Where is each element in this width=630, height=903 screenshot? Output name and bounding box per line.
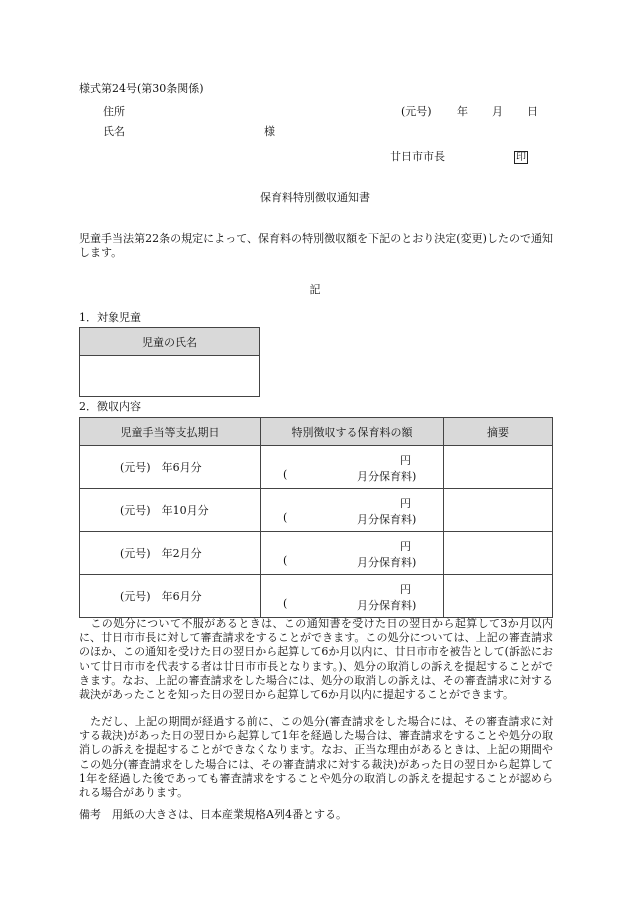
remark-note: 備考 用紙の大きさは、日本産業規格A列4番とする。 (79, 808, 347, 821)
appeal-notice-proviso: ただし、上記の期間が経過する前に、この処分(審査請求をした場合には、その審査請求に対する裁決)があった日の翌日から起算して1年を経過した場合は、審査請求をすることや処分の取消しの訴えを提起することができなくなります。なお、正当な理由があるときは、上記の期間やこの処分(審査請求をした場合には、その審査請求に対する裁決)があった日の翌日から起算して1年を経過した後であっても審査請求をすることや処分の取消しの訴えを提起することが認められる場合があります。 (79, 715, 553, 800)
col-remarks: 摘要 (444, 418, 553, 446)
table-row (80, 489, 553, 532)
issuer: 廿日市市長 (390, 150, 445, 163)
child-table (79, 327, 260, 397)
amount-cell (261, 532, 444, 575)
yen-label: 円 (400, 583, 411, 596)
amount-cell (261, 575, 444, 618)
section2-heading: 2．徴収内容 (79, 400, 141, 413)
period-era: (元号) (120, 461, 151, 474)
month-fee-label: 月分保育料) (357, 470, 417, 483)
amount-cell (261, 489, 444, 532)
period-era: (元号) (120, 504, 151, 517)
appeal-notice: この処分について不服があるときは、この通知書を受けた日の翌日から起算して3か月以内に、廿日市市長に対して審査請求をすることができます。この処分については、上記の審査請求のほか、この通知を受けた日の翌日から起算して6か月以内に、廿日市市を被告として(訴訟において廿日市市を代表する者は廿日市市長となります。)、処分の取消しの訴えを提起することができます。なお、上記の審査請求をした場合には、処分の取消しの訴えは、その審査請求に対する裁決があったことを知った日の翌日から起算して6か月以内に提起することができます。 (79, 617, 553, 702)
open-paren: ( (283, 468, 288, 481)
yen-label: 円 (400, 497, 411, 510)
month-fee-label: 月分保育料) (357, 556, 417, 569)
date-year: 年 (457, 105, 468, 118)
remarks-cell (444, 532, 553, 575)
period-month: 年2月分 (161, 547, 202, 560)
remarks-cell (444, 489, 553, 532)
remarks-cell (444, 575, 553, 618)
payment-period (80, 489, 261, 532)
document-title: 保育料特別徴収通知書 (260, 191, 370, 204)
payment-period (80, 575, 261, 618)
period-month: 年6月分 (161, 590, 202, 603)
collection-table (79, 417, 553, 618)
seal-mark (514, 150, 528, 164)
table-row (80, 446, 553, 489)
yen-label: 円 (400, 454, 411, 467)
child-name-cell (80, 356, 260, 397)
month-fee-label: 月分保育料) (357, 513, 417, 526)
amount-cell (261, 446, 444, 489)
payment-period (80, 446, 261, 489)
payment-period (80, 532, 261, 575)
period-era: (元号) (120, 590, 151, 603)
address-label: 住所 (103, 105, 125, 118)
child-name-header: 児童の氏名 (80, 328, 260, 356)
col-amount: 特別徴収する保育料の額 (261, 418, 444, 446)
form-number: 様式第24号(第30条関係) (79, 82, 204, 95)
date-era: (元号) (401, 105, 432, 118)
open-paren: ( (283, 597, 288, 610)
period-month: 年6月分 (161, 461, 202, 474)
honorific: 様 (264, 125, 275, 138)
name-label: 氏名 (103, 125, 125, 138)
table-row (80, 575, 553, 618)
period-month: 年10月分 (161, 504, 209, 517)
open-paren: ( (283, 511, 288, 524)
section1-heading: 1．対象児童 (79, 311, 141, 324)
date-month: 月 (492, 105, 503, 118)
remarks-cell (444, 446, 553, 489)
col-payment-date: 児童手当等支払期日 (80, 418, 261, 446)
intro-text: 児童手当法第22条の規定によって、保育料の特別徴収額を下記のとおり決定(変更)したので通知します。 (79, 232, 553, 260)
table-row (80, 532, 553, 575)
month-fee-label: 月分保育料) (357, 599, 417, 612)
ki-heading: 記 (309, 283, 321, 296)
yen-label: 円 (400, 540, 411, 553)
open-paren: ( (283, 554, 288, 567)
seal-text: 印 (516, 152, 526, 163)
date-day: 日 (527, 105, 538, 118)
period-era: (元号) (120, 547, 151, 560)
